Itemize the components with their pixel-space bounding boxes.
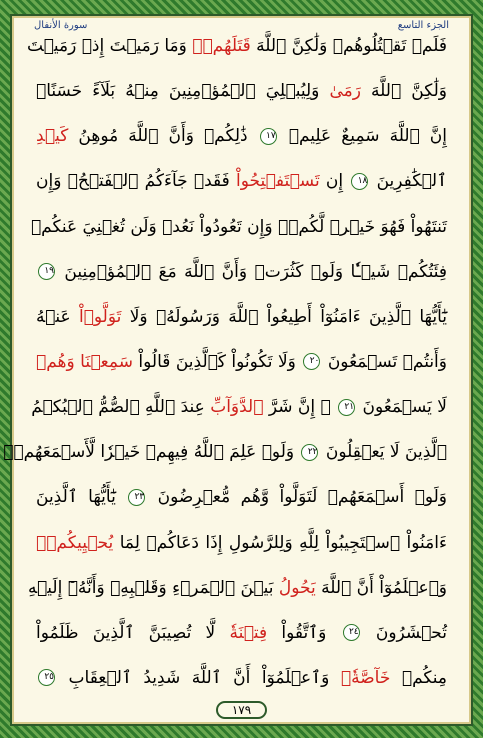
highlighted-word: تَسۡتَفۡتِحُواْ: [236, 171, 320, 192]
verse-text: لَّا تُصِيبَنَّ ٱلَّذِينَ ظَلَمُواْ: [36, 622, 230, 643]
verse-text: وَلَوۡ عَلِمَ ٱللَّهُ فِيهِمۡ خَيۡرٗا لَّأَسۡمَعَهُمۡۖ: [3, 442, 300, 463]
surah-name: سورة الأنفال: [28, 20, 93, 31]
verse-text: عَنۡهُ: [36, 306, 79, 327]
highlighted-word: ٱلدَّوَآبِّ: [210, 397, 264, 418]
verse-text: مِنكُمۡ: [390, 667, 448, 688]
text-line: [36, 126, 447, 146]
highlighted-word: خَآصَّةٗۖ: [340, 667, 391, 688]
verse-text: عِندَ ٱللَّهِ ٱلصُّمُّ ٱلۡبُكۡمُ: [31, 397, 211, 418]
verse-text: وَٱتَّقُواْ: [267, 622, 341, 643]
verse-text: وَٱعۡلَمُوٓاْ أَنَّ ٱللَّهَ شَدِيدُ ٱلۡعِقَابِ: [57, 667, 341, 688]
ayah-number: ٢٤: [343, 624, 360, 641]
page-footer: [12, 700, 471, 720]
verse-text: إِن: [319, 171, 350, 192]
verse-text: تَنتَهُواْ فَهُوَ خَيۡرٞ لَّكُمۡۖ وَإِن تَعُودُواْ نَعُدۡ وَلَن تُغۡنِيَ عَنكُمۡ: [30, 216, 447, 237]
verse-text: تُحۡشَرُونَ: [361, 622, 447, 643]
ayah-number: ٢٣: [128, 489, 145, 506]
ayah-number: ١٧: [260, 128, 277, 145]
text-line: [36, 262, 447, 282]
verse-text: لَا يَسۡمَعُونَ: [357, 397, 447, 418]
text-line: [36, 171, 447, 191]
ayah-number: ٢٠: [303, 353, 320, 370]
text-line: [36, 352, 447, 372]
ayah-number: ٢٢: [301, 444, 318, 461]
text-line: [36, 81, 447, 101]
verse-text: بَيۡنَ ٱلۡمَرۡءِ وَقَلۡبِهِۦ وَأَنَّهُۥٓ إِلَيۡهِ: [27, 577, 279, 598]
page-paper: [3, 14, 473, 726]
highlighted-word: رَمَىٰ: [329, 81, 361, 102]
verse-text: وَلَٰكِنَّ ٱللَّهَ: [360, 81, 447, 102]
verse-text: وَلَا تَكُونُواْ كَٱلَّذِينَ قَالُواْ: [132, 351, 302, 372]
verse-text: فَلَمۡ تَقۡتُلُوهُمۡ وَلَٰكِنَّ ٱللَّهَ: [250, 36, 447, 56]
highlighted-word: يَحُولُ: [278, 577, 316, 598]
verse-text: ٱلَّذِينَ لَا يَعۡقِلُونَ: [320, 442, 447, 463]
highlighted-word: يُحۡيِيكُمۡۖ: [36, 532, 114, 553]
verse-text: يَٰٓأَيُّهَا ٱلَّذِينَ ءَامَنُوٓاْ أَطِيعُواْ ٱللَّهَ وَرَسُولَهُۥ وَلَا: [121, 306, 447, 327]
page-number: ١٧٩: [216, 701, 267, 719]
text-line: [36, 307, 447, 327]
quran-text: [3, 36, 448, 688]
highlighted-word: تَوَلَّوۡاْ: [78, 306, 122, 327]
highlighted-word: فِتۡنَةٗ: [229, 622, 268, 643]
text-line: [36, 668, 447, 688]
verse-text: إِنَّ ٱللَّهَ سَمِيعٌ عَلِيمٞ: [278, 126, 447, 147]
verse-text: وَٱعۡلَمُوٓاْ أَنَّ ٱللَّهَ: [315, 577, 447, 598]
verse-text: وَمَا رَمَيۡتَ إِذۡ رَمَيۡتَ: [26, 36, 193, 56]
text-line: [36, 487, 447, 507]
verse-text: فِئَتُكُمۡ شَيۡـٔٗا وَلَوۡ كَثُرَتۡ وَأَنَّ ٱللَّهَ مَعَ ٱلۡمُؤۡمِنِينَ: [57, 261, 447, 282]
text-line: [36, 533, 447, 553]
ayah-number: ٢٥: [38, 669, 55, 686]
ayah-number: ١٨: [351, 173, 368, 190]
verse-text: ۞ إِنَّ شَرَّ: [263, 397, 337, 418]
verse-text: يَٰٓأَيُّهَا ٱلَّذِينَ: [36, 487, 127, 508]
text-line: [30, 216, 447, 237]
text-line: [3, 442, 447, 463]
ayah-number: ٢١: [338, 399, 355, 416]
ayah-number: ١٩: [38, 263, 55, 280]
highlighted-word: كَيۡدِ: [36, 126, 69, 147]
verse-text: ٱلۡكَٰفِرِينَ: [370, 171, 448, 192]
verse-text: ءَامَنُواْ ٱسۡتَجِيبُواْ لِلَّهِ وَلِلرَّسُولِ إِذَا دَعَاكُمۡ لِمَا: [113, 532, 447, 553]
highlighted-word: سَمِعۡنَا وَهُمۡ: [36, 351, 133, 372]
text-line: [31, 397, 447, 418]
verse-text: فَقَدۡ جَآءَكُمُ ٱلۡفَتۡحُۖ وَإِن: [36, 171, 237, 192]
juz-name: الجزء التاسع: [392, 20, 455, 31]
verse-text: ذَٰلِكُمۡ وَأَنَّ ٱللَّهَ مُوهِنُ: [68, 126, 258, 147]
verse-text: وَلِيُبۡلِيَ ٱلۡمُؤۡمِنِينَ مِنۡهُ بَلَآءً حَسَنًاۚ: [36, 81, 330, 102]
text-line: [26, 36, 447, 56]
highlighted-word: قَتَلَهُمۡۚ: [192, 36, 251, 56]
verse-text: وَلَوۡ أَسۡمَعَهُمۡ لَتَوَلَّواْ وَّهُم مُّعۡرِضُونَ: [147, 487, 447, 508]
text-line: [36, 623, 447, 643]
verse-text: وَأَنتُمۡ تَسۡمَعُونَ: [322, 351, 447, 372]
text-line: [27, 577, 447, 598]
page-header: [28, 18, 455, 32]
